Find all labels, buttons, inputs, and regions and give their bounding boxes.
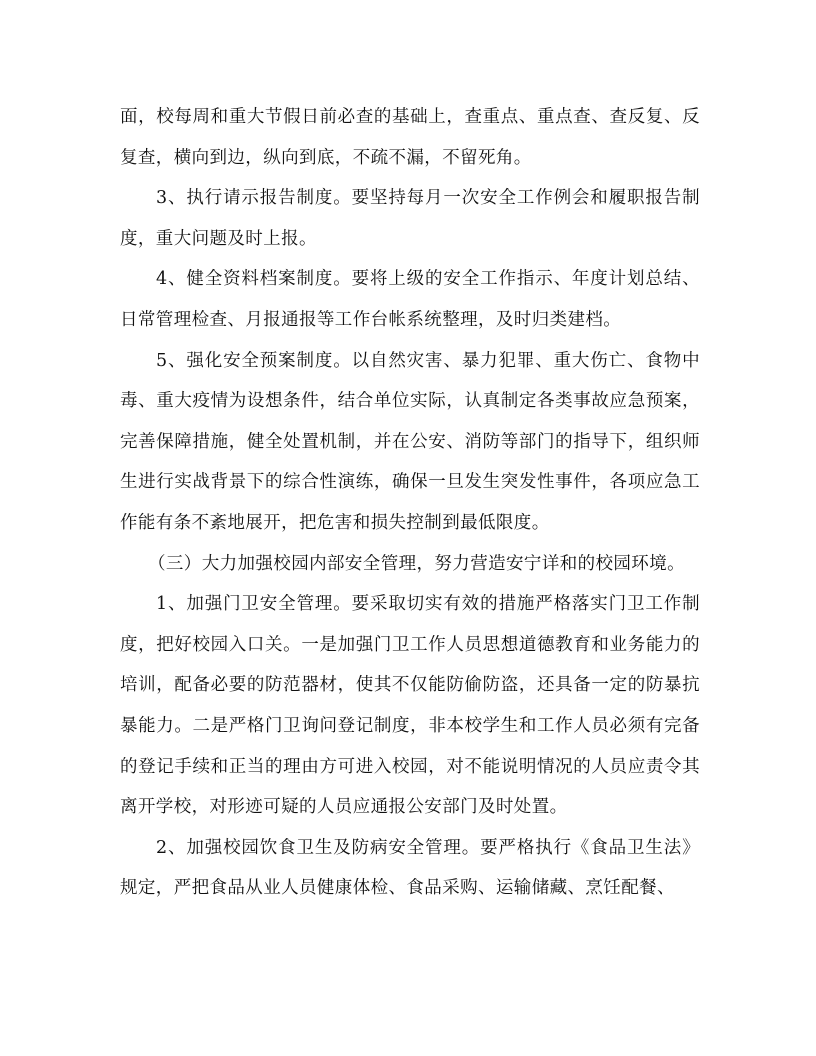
section-heading-3: （三）大力加强校园内部安全管理，努力营造安宁详和的校园环境。 [148, 553, 685, 574]
paragraph-item-2: 2、加强校园饮食卫生及防病安全管理。要严格执行《食品卫生法》规定，严把食品从业人员健康体检、食品采购、运输储藏、烹饪配餐、 [120, 837, 700, 899]
paragraph-item-1: 1、加强门卫安全管理。要采取切实有效的措施严格落实门卫工作制度，把好校园入口关。一是加强门卫工作人员思想道德教育和业务能力的培训，配备必要的防范器材，使其不仅能防偷防盗，还具备一定的防暴抗暴能力。二是严格门卫询问登记制度，非本校学生和工作人员必须有完备的登记手续和正当的理由方可进入校园，对不能说明情况的人员应责令其离开学校，对形迹可疑的人员应通报公安部门及时处置。 [120, 594, 700, 818]
paragraph-item-5: 5、强化安全预案制度。以自然灾害、暴力犯罪、重大伤亡、食物中毒、重大疫情为设想条件，结合单位实际，认真制定各类事故应急预案，完善保障措施，健全处置机制，并在公安、消防等部门的指导下，组织师生进行实战背景下的综合性演练，确保一旦发生突发性事件，各项应急工作能有条不紊地展开，把危害和损失控制到最低限度。 [120, 350, 700, 533]
document-body [120, 97, 700, 909]
paragraph-continuation: 面，校每周和重大节假日前必查的基础上，查重点、重点查、查反复、反复查，横向到边，纵向到底，不疏不漏，不留死角。 [120, 107, 700, 168]
paragraph-item-4: 4、健全资料档案制度。要将上级的安全工作指示、年度计划总结、日常管理检查、月报通报等工作台帐系统整理，及时归类建档。 [120, 269, 700, 330]
paragraph-item-3: 3、执行请示报告制度。要坚持每月一次安全工作例会和履职报告制度，重大问题及时上报。 [120, 188, 700, 249]
